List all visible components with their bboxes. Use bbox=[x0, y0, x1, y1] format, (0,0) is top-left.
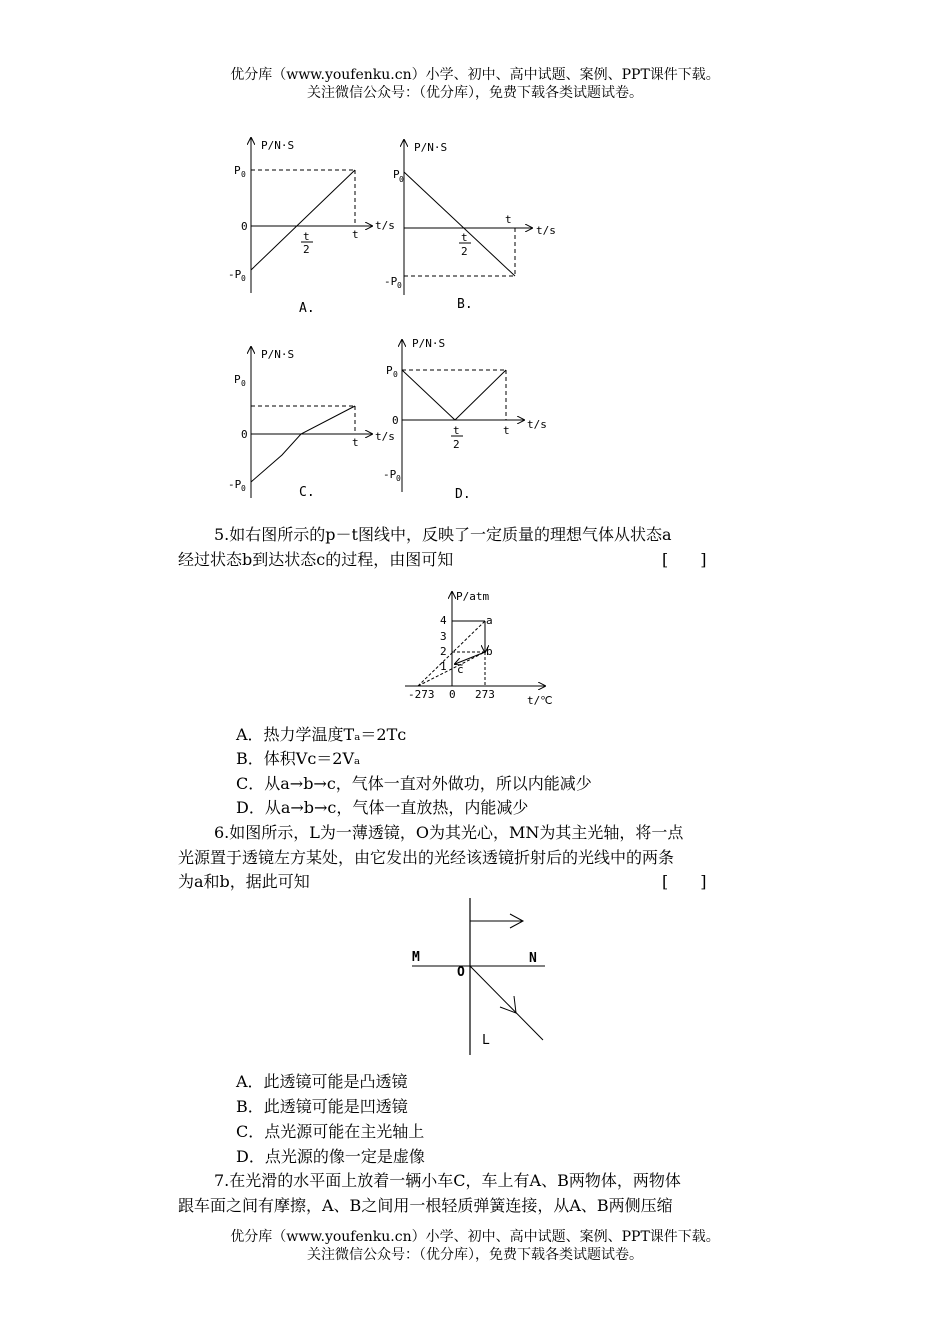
pt-x-label: t/℃ bbox=[527, 694, 553, 707]
graph-c-caption: C. bbox=[299, 485, 315, 500]
graph-a-t: t bbox=[352, 228, 359, 241]
graph-c-neg-p0: -P bbox=[228, 478, 242, 491]
q6-answer-bracket: [ ] bbox=[662, 872, 707, 891]
lens-diagram bbox=[400, 893, 560, 1063]
header-line-2: 关注微信公众号：（优分库），免费下载各类试题试卷。 bbox=[307, 85, 643, 101]
question-7 bbox=[178, 1169, 778, 1218]
pt-x-tick-neg273: -273 bbox=[408, 688, 435, 701]
graph-d-x-label: t/s bbox=[527, 418, 547, 431]
q5-option-c: C．从a→b→c，气体一直对外做功，所以内能减少 bbox=[236, 774, 592, 793]
graph-b-x-label: t/s bbox=[536, 224, 556, 237]
graph-b-neg-p0-sub: 0 bbox=[397, 281, 402, 290]
graph-a-y-label: P/N·S bbox=[261, 139, 295, 152]
graph-c-neg-p0-sub: 0 bbox=[241, 484, 246, 493]
graph-b-caption: B. bbox=[457, 297, 473, 312]
graph-d-neg-p0-sub: 0 bbox=[396, 474, 401, 483]
pt-point-b: b bbox=[486, 645, 493, 658]
graph-a-caption: A. bbox=[299, 301, 315, 316]
graph-d-zero: 0 bbox=[392, 414, 399, 427]
graph-d-caption: D. bbox=[455, 487, 471, 502]
pt-y-tick-4: 4 bbox=[440, 614, 447, 627]
graph-b-half-den: 2 bbox=[461, 245, 468, 258]
momentum-graphs bbox=[0, 0, 950, 520]
lens-label-l: L bbox=[482, 1033, 490, 1048]
footer-line-2: 关注微信公众号：（优分库），免费下载各类试题试卷。 bbox=[307, 1247, 643, 1263]
pt-point-a: a bbox=[486, 614, 493, 627]
graph-a-neg-p0-sub: 0 bbox=[241, 274, 246, 283]
graph-a-p0: P bbox=[234, 164, 241, 177]
q5-line-2: 经过状态b到达状态c的过程，由图可知 bbox=[178, 549, 454, 569]
pt-y-tick-2: 2 bbox=[440, 645, 447, 658]
q5-line-1: 5.如右图所示的p－t图线中，反映了一定质量的理想气体从状态a bbox=[214, 525, 672, 544]
graph-b-p0-sub: 0 bbox=[399, 175, 404, 184]
question-5 bbox=[178, 523, 778, 572]
graph-b-half-num: t bbox=[461, 231, 468, 244]
graph-d-p0: P bbox=[386, 364, 393, 377]
graph-a-neg-p0: -P bbox=[228, 268, 242, 281]
lens-label-n: N bbox=[529, 951, 537, 966]
graph-a-half-den: 2 bbox=[303, 243, 310, 256]
graph-d-neg-p0: -P bbox=[383, 468, 397, 481]
q6-option-a: A．此透镜可能是凸透镜 bbox=[236, 1072, 408, 1091]
graph-b-p0: P bbox=[393, 168, 400, 181]
graph-a-zero: 0 bbox=[241, 220, 248, 233]
pt-y-tick-1: 1 bbox=[440, 660, 447, 673]
graph-c-p0: P bbox=[234, 373, 241, 386]
graph-b-y-label: P/N·S bbox=[414, 141, 448, 154]
graph-b bbox=[384, 140, 556, 312]
q6-line-3: 为a和b，据此可知 bbox=[178, 872, 310, 891]
graph-d bbox=[383, 337, 547, 502]
q7-line-2: 跟车面之间有摩擦，A、B之间用一根轻质弹簧连接，从A、B两侧压缩 bbox=[178, 1195, 673, 1215]
pt-y-label: P/atm bbox=[456, 590, 490, 603]
pt-diagram bbox=[395, 585, 595, 715]
graph-d-half-num: t bbox=[453, 424, 460, 437]
graph-c-t: t bbox=[352, 436, 359, 449]
graph-b-neg-p0: -P bbox=[384, 275, 398, 288]
graph-a-x-label: t/s bbox=[375, 219, 395, 232]
q6-line-2: 光源置于透镜左方某处，由它发出的光经该透镜折射后的光线中的两条 bbox=[178, 847, 675, 867]
graph-c-p0-sub: 0 bbox=[241, 379, 246, 388]
lens-label-m: M bbox=[412, 950, 420, 965]
q5-answer-bracket: [ ] bbox=[662, 549, 707, 569]
graph-d-t: t bbox=[503, 424, 510, 437]
q5-option-b: B．体积Vᴄ＝2Vₐ bbox=[236, 749, 361, 768]
graph-d-half-den: 2 bbox=[453, 438, 460, 451]
graph-d-y-label: P/N·S bbox=[412, 337, 446, 350]
graph-a bbox=[228, 138, 395, 316]
q5-option-d: D．从a→b→c，气体一直放热，内能减少 bbox=[236, 798, 529, 817]
graph-c-zero: 0 bbox=[241, 428, 248, 441]
graph-c bbox=[228, 347, 395, 500]
pt-point-c: c bbox=[457, 663, 464, 676]
pt-x-tick-0: 0 bbox=[449, 688, 456, 701]
q5-option-a: A．热力学温度Tₐ＝2Tᴄ bbox=[236, 725, 407, 744]
question-6 bbox=[178, 821, 778, 895]
q6-option-b: B．此透镜可能是凹透镜 bbox=[236, 1097, 408, 1116]
lens-label-o: O bbox=[457, 965, 465, 980]
graph-b-t: t bbox=[505, 213, 512, 226]
footer-line-1: 优分库（www.youfenku.cn）小学、初中、高中试题、案例、PPT课件下载。 bbox=[230, 1229, 720, 1245]
q7-line-1: 7.在光滑的水平面上放着一辆小车C，车上有A、B两物体，两物体 bbox=[214, 1171, 681, 1190]
pt-x-tick-273: 273 bbox=[475, 688, 495, 701]
header-line-1: 优分库（www.youfenku.cn）小学、初中、高中试题、案例、PPT课件下载。 bbox=[230, 67, 720, 83]
q6-line-1: 6.如图所示，L为一薄透镜，O为其光心，MN为其主光轴，将一点 bbox=[214, 823, 684, 842]
graph-c-y-label: P/N·S bbox=[261, 348, 295, 361]
pt-y-tick-3: 3 bbox=[440, 630, 447, 643]
graph-c-x-label: t/s bbox=[375, 430, 395, 443]
graph-a-p0-sub: 0 bbox=[241, 170, 246, 179]
graph-a-half-num: t bbox=[303, 230, 310, 243]
graph-d-p0-sub: 0 bbox=[393, 370, 398, 379]
q6-option-d: D．点光源的像一定是虚像 bbox=[236, 1147, 425, 1166]
q6-option-c: C．点光源可能在主光轴上 bbox=[236, 1122, 425, 1141]
